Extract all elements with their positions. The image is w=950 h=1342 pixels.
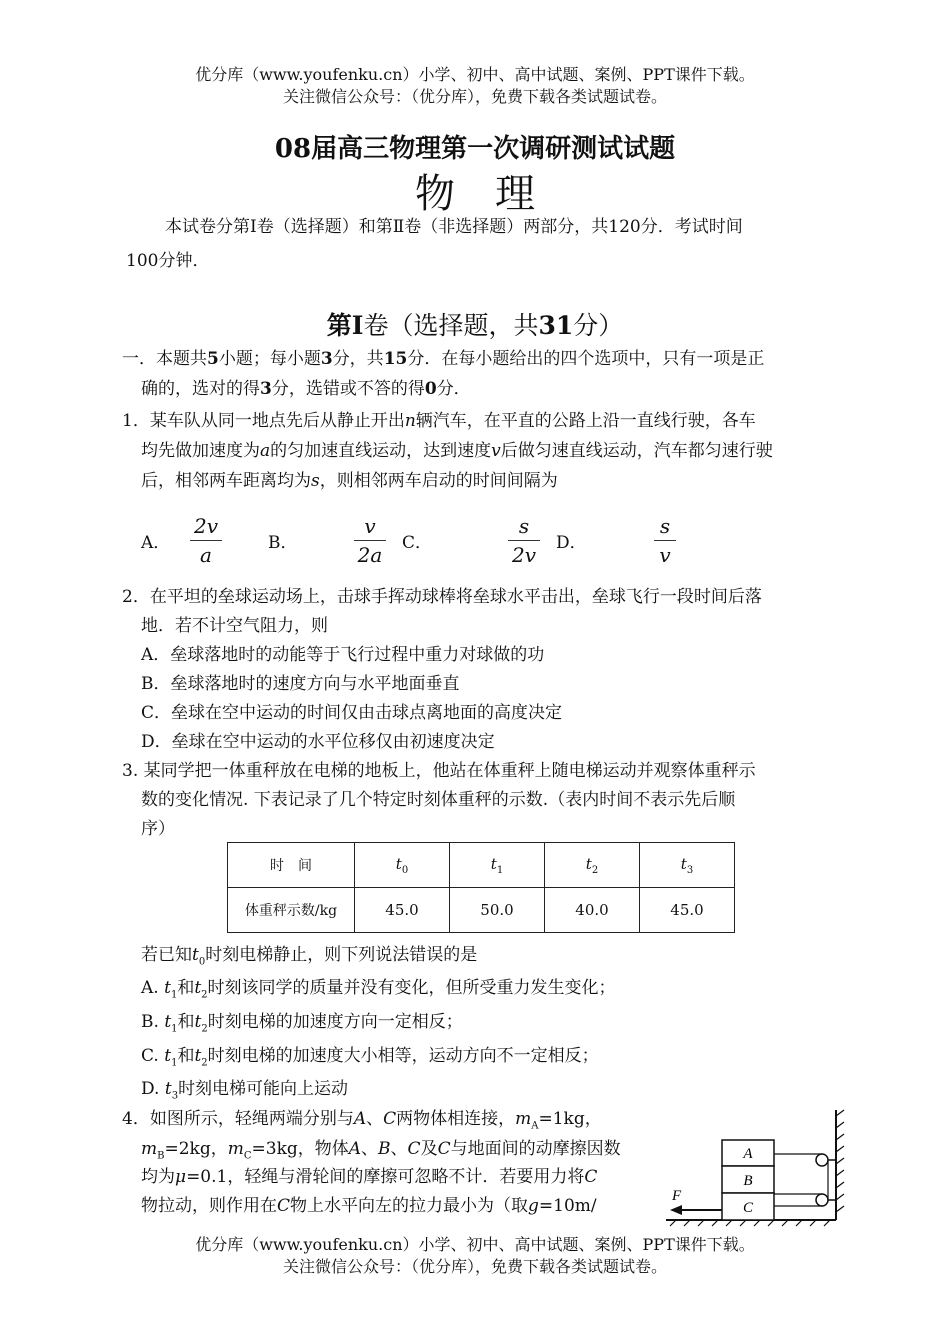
table-cell-value: 45.0 [640,888,735,933]
intro-line-2: 100分钟． [126,251,210,271]
header-line-1: 优分库（www.youfenku.cn）小学、初中、高中试题、案例、PPT课件下载。 [195,65,755,84]
q2-line-1: 2．在平坦的垒球运动场上，击球手挥动球棒将垒球水平击出，垒球飞行一段时间后落 [122,587,762,607]
pulley-bottom [816,1194,828,1206]
q3-option-a: A. $t_1$和$t_2$时刻该同学的质量并没有变化，但所受重力发生变化； [141,978,616,1001]
q1-option-b-fraction: v 2a [354,514,386,567]
table-cell-t0: $t_0$ [355,843,450,888]
q2-line-2: 地．若不计空气阻力，则 [141,616,328,636]
q1-line-2: 均先做加速度为a的匀加速直线运动，达到速度v后做匀速直线运动，汽车都匀速行驶 [141,441,773,461]
table-cell-t2: $t_2$ [545,843,640,888]
footer-line-2: 关注微信公众号：（优分库），免费下载各类试题试卷。 [282,1257,667,1276]
q1-option-d-fraction: s v [654,514,676,567]
header-line-2: 关注微信公众号：（优分库），免费下载各类试题试卷。 [282,87,667,106]
force-arrow [670,1205,682,1215]
table-cell-value: 40.0 [545,888,640,933]
q2-option-b: B．垒球落地时的速度方向与水平地面垂直 [141,674,460,694]
force-label: F [672,1188,682,1204]
q3-option-c: C. $t_1$和$t_2$时刻电梯的加速度大小相等，运动方向不一定相反； [141,1046,599,1069]
q4-line-2: $m_B=2kg$，$m_C=3kg$，物体A、B、C及C与地面间的动摩擦因数 [141,1139,621,1162]
q1-line-3: 后，相邻两车距离均为s，则相邻两车启动的时间间隔为 [141,471,558,491]
table-header-time: 时 间 [228,843,355,888]
q1-option-a-fraction: 2v a [190,514,222,567]
q4-line-3: 均为μ=0.1，轻绳与滑轮间的摩擦可忽略不计．若要用力将C [141,1167,598,1187]
q2-option-c: C．垒球在空中运动的时间仅由击球点离地面的高度决定 [141,703,563,723]
table-row [228,888,735,933]
q4-line-4: 物拉动，则作用在C物上水平向左的拉力最小为（取g=10m/ [141,1196,597,1216]
q4-line-1: 4．如图所示，轻绳两端分别与A、C两物体相连接，$m_A=1kg$， [122,1109,602,1132]
q3-line-2: 数的变化情况. 下表记录了几个特定时刻体重秤的示数.（表内时间不表示先后顺 [141,790,736,810]
q3-line-1: 3. 某同学把一体重秤放在电梯的地板上，他站在体重秤上随电梯运动并观察体重秤示 [122,761,756,781]
q1-option-c-fraction: s 2v [508,514,540,567]
table-header-reading: 体重秤示数/kg [228,888,355,933]
q3-line-3: 序） [141,819,175,839]
q1-option-a-label: A． [141,533,171,553]
q3-scale-table [227,842,735,933]
q1-option-b-label: B． [268,533,298,553]
q3-stem: 若已知$t_0$时刻电梯静止，则下列说法错误的是 [141,945,478,968]
subject-title: 物理 [415,171,575,217]
page-title: 08届高三物理第一次调研测试试题 [274,134,676,164]
intro-line-1: 本试卷分第Ⅰ卷（选择题）和第Ⅱ卷（非选择题）两部分，共120分．考试时间 [165,217,743,237]
footer-line-1: 优分库（www.youfenku.cn）小学、初中、高中试题、案例、PPT课件下载。 [195,1235,755,1254]
table-cell-t3: $t_3$ [640,843,735,888]
block-b-label: B [743,1173,753,1189]
q1-option-d-label: D． [556,533,587,553]
table-cell-t1: $t_1$ [450,843,545,888]
q3-option-b: B. $t_1$和$t_2$时刻电梯的加速度方向一定相反； [141,1012,463,1035]
q2-option-d: D．垒球在空中运动的水平位移仅由初速度决定 [141,732,495,752]
q1-option-c-label: C． [402,533,433,553]
q3-option-d: D. $t_3$时刻电梯可能向上运动 [141,1079,349,1102]
pulley-top [816,1154,828,1166]
table-cell-value: 45.0 [355,888,450,933]
q2-option-a: A．垒球落地时的动能等于飞行过程中重力对球做的功 [141,645,545,665]
section-heading: 第I卷（选择题，共31分） [326,311,624,340]
table-row [228,843,735,888]
section-instructions-2: 确的，选对的得3分，选错或不答的得0分． [141,379,471,399]
block-c-label: C [742,1200,754,1216]
block-a-label: A [743,1146,753,1162]
table-cell-value: 50.0 [450,888,545,933]
pulley-blocks-figure [656,1106,856,1230]
q1-line-1: 1．某车队从同一地点先后从静止开出n辆汽车，在平直的公路上沿一直线行驶，各车 [122,411,756,431]
section-instructions: 一．本题共5小题；每小题3分，共15分．在每小题给出的四个选项中，只有一项是正 [122,349,765,369]
